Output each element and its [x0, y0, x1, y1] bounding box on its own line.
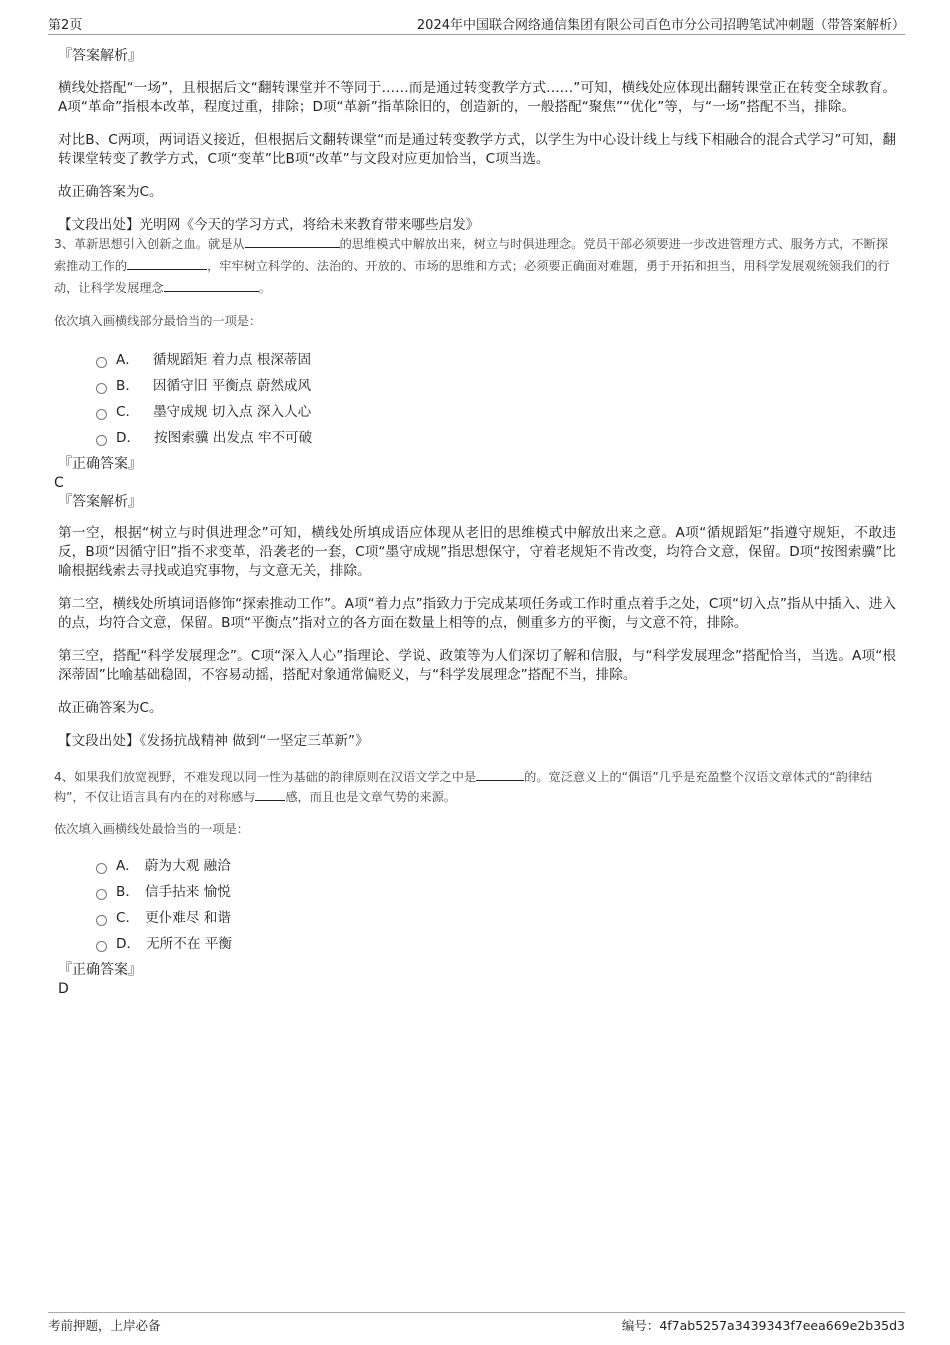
q4-option-a[interactable]: A． 蔚为大观 融洽	[96, 853, 896, 879]
q2-analysis-para-2: 对比B、C两项，两词语义接近，但根据后文翻转课堂“而是通过转变教学方式，以学生为中心设计线上与线下相融合的混合式学习”可知，翻转课堂转变了教学方式，C项“变革”比B项“改革”与文段对应更加恰当，C项当选。	[58, 132, 896, 167]
page-header	[48, 14, 905, 35]
document-body	[56, 46, 896, 999]
q4-option-b[interactable]: B． 信手拈来 愉悦	[96, 879, 896, 905]
q3-option-c[interactable]: C． 墨守成规 切入点 深入人心	[96, 399, 896, 425]
radio-icon[interactable]	[96, 941, 107, 952]
q3-options	[96, 347, 896, 451]
q3-stem: 3、革新思想引入创新之血。就是从 的思维模式中解放出来，树立与时俱进理念。党员干部必须要进一步改进管理方式、服务方式，不断探索推动工作的 ，牢牢树立科学的、法治的、开放的、市场的思维和方式；必须要正确面对难题，勇于开拓和担当，用科学发展观统领我们的行动，让科学发展理念 。	[54, 233, 896, 299]
page-footer	[48, 1312, 905, 1333]
q4-option-d[interactable]: D． 无所不在 平衡	[96, 931, 896, 957]
radio-icon[interactable]	[96, 435, 107, 446]
q3-answer: C	[54, 475, 64, 491]
q4-options	[96, 853, 896, 957]
q3-analysis-label: 『答案解析』	[58, 494, 142, 510]
radio-icon[interactable]	[96, 889, 107, 900]
q4-blank-2	[255, 787, 285, 801]
q3-option-d[interactable]: D． 按图索骥 出发点 牢不可破	[96, 425, 896, 451]
q2-analysis-para-1: 横线处搭配“一场”，且根据后文“翻转课堂并不等同于……而是通过转变教学方式……”可知，横线处应体现出翻转课堂正在转变全球教育。A项“革命”指根本改革，程度过重，排除；D项“革新”指革除旧的，创造新的，一般搭配“聚焦”“优化”等，与“一场”搭配不当，排除。	[58, 80, 896, 115]
q4-option-c[interactable]: C． 更仆难尽 和谐	[96, 905, 896, 931]
q3-analysis-para-2: 第二空，横线处所填词语修饰“探索推动工作”。A项“着力点”指致力于完成某项任务或工作时重点着手之处，C项“切入点”指从中插入、进入的点，均符合文意，保留。B项“平衡点”指对立的各方面在数量上相等的点，侧重多方的平衡，与文意不符，排除。	[58, 596, 896, 631]
q3-prompt: 依次填入画横线部分最恰当的一项是：	[54, 314, 262, 328]
q3-blank-1	[245, 234, 340, 248]
radio-icon[interactable]	[96, 383, 107, 394]
q4-prompt: 依次填入画横线处最恰当的一项是：	[54, 822, 249, 836]
q3-option-b[interactable]: B． 因循守旧 平衡点 蔚然成风	[96, 373, 896, 399]
q2-source: 【文段出处】光明网《今天的学习方式，将给未来教育带来哪些启发》	[58, 217, 480, 233]
footer-serial: 编号：4f7ab5257a3439343f7eea669e2b35d3	[621, 1318, 905, 1333]
page-number: 第2页	[48, 18, 83, 33]
q4-answer-label: 『正确答案』	[58, 962, 142, 978]
q3-analysis-para-1: 第一空，根据“树立与时俱进理念”可知，横线处所填成语应体现从老旧的思维模式中解放出来之意。A项“循规蹈矩”指遵守规矩，不敢违反，B项“因循守旧”指不求变革，沿袭老的一套，C项“墨守成规”指思想保守，守着老规矩不肯改变，均符合文意，保留。D项“按图索骥”比喻根据线索去寻找或追究事物，与文意无关，排除。	[58, 525, 896, 579]
radio-icon[interactable]	[96, 915, 107, 926]
footer-slogan: 考前押题，上岸必备	[48, 1318, 161, 1333]
q3-conclusion: 故正确答案为C。	[58, 700, 163, 716]
q4-answer: D	[58, 981, 69, 997]
radio-icon[interactable]	[96, 409, 107, 420]
document-title: 2024年中国联合网络通信集团有限公司百色市分公司招聘笔试冲刺题（带答案解析）	[416, 18, 905, 33]
radio-icon[interactable]	[96, 357, 107, 368]
q3-analysis-para-3: 第三空，搭配“科学发展理念”。C项“深入人心”指理论、学说、政策等为人们深切了解和信服，与“科学发展理念”搭配恰当，当选。A项“根深蒂固”比喻基础稳固，不容易动摇，搭配对象通常偏贬义，与“科学发展理念”搭配不当，排除。	[58, 648, 896, 683]
q2-conclusion: 故正确答案为C。	[58, 184, 163, 200]
q3-answer-label: 『正确答案』	[58, 456, 142, 472]
q3-option-a[interactable]: A． 循规蹈矩 着力点 根深蒂固	[96, 347, 896, 373]
q4-stem: 4、如果我们放宽视野，不难发现以同一性为基础的韵律原则在汉语文学之中是 的。宽泛意义上的“偶语”几乎是充盈整个汉语文章体式的“韵律结构”，不仅让语言具有内在的对称感与 感，而且也是文章气势的来源。	[54, 767, 896, 807]
q2-analysis-label: 『答案解析』	[58, 48, 142, 64]
q3-blank-2	[127, 256, 207, 270]
radio-icon[interactable]	[96, 863, 107, 874]
q4-blank-1	[476, 767, 524, 781]
q3-blank-3	[164, 278, 259, 292]
q3-source: 【文段出处】《发扬抗战精神 做到“一坚定三革新”》	[58, 733, 369, 749]
